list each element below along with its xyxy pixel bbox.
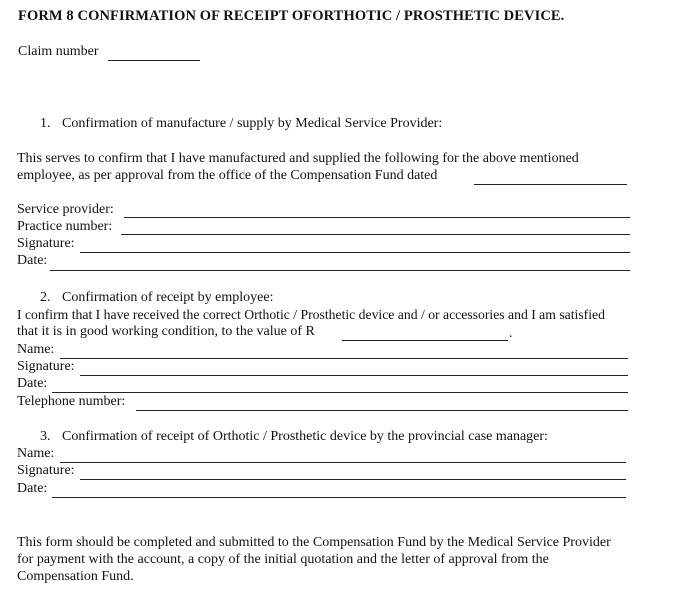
employee-signature-field[interactable]: [80, 375, 628, 376]
practice-number-label: Practice number:: [17, 219, 113, 234]
employee-name-field[interactable]: [60, 358, 628, 359]
provider-signature-field[interactable]: [80, 252, 630, 253]
telephone-number-label: Telephone number:: [17, 394, 126, 409]
employee-signature-label: Signature:: [17, 359, 75, 374]
footer-line2: for payment with the account, a copy of the initial quotation and the letter of approval from the: [17, 552, 549, 567]
case-manager-date-label: Date:: [17, 481, 48, 496]
claim-number-field[interactable]: [108, 60, 200, 61]
claim-number-label: Claim number: [18, 44, 99, 59]
section1-heading: Confirmation of manufacture / supply by Medical Service Provider:: [62, 116, 443, 131]
case-manager-name-field[interactable]: [60, 462, 626, 463]
value-amount-field[interactable]: [342, 340, 508, 341]
section3-heading: Confirmation of receipt of Orthotic / Prosthetic device by the provincial case manager:: [62, 429, 548, 444]
employee-date-field[interactable]: [52, 392, 628, 393]
section2-number: 2.: [40, 290, 51, 305]
service-provider-field[interactable]: [124, 217, 630, 218]
case-manager-signature-field[interactable]: [80, 479, 626, 480]
section2-text-line1: I confirm that I have received the correct Orthotic / Prosthetic device and / or accessories and I am satisfied: [17, 307, 605, 322]
approval-date-field[interactable]: [474, 184, 627, 185]
employee-date-label: Date:: [17, 376, 48, 391]
section1-text-line2: employee, as per approval from the office of the Compensation Fund dated: [17, 168, 438, 183]
case-manager-signature-label: Signature:: [17, 463, 75, 478]
footer-line3: Compensation Fund.: [17, 569, 134, 584]
practice-number-field[interactable]: [121, 234, 630, 235]
service-provider-label: Service provider:: [17, 202, 114, 217]
section1-text-line1: This serves to confirm that I have manufactured and supplied the following for the above mentioned: [17, 151, 579, 166]
form-title: FORM 8 CONFIRMATION OF RECEIPT OFORTHOTIC / PROSTHETIC DEVICE.: [18, 8, 565, 24]
provider-date-field[interactable]: [50, 270, 630, 271]
section2-heading: Confirmation of receipt by employee:: [62, 290, 274, 305]
case-manager-name-label: Name:: [17, 446, 55, 461]
provider-date-label: Date:: [17, 253, 48, 268]
footer-line1: This form should be completed and submitted to the Compensation Fund by the Medical Service Provider: [17, 535, 611, 550]
employee-name-label: Name:: [17, 342, 55, 357]
section2-text-line2: that it is in good working condition, to the value of R: [17, 324, 315, 339]
provider-signature-label: Signature:: [17, 236, 75, 251]
section1-number: 1.: [40, 116, 51, 131]
section3-number: 3.: [40, 429, 51, 444]
value-period: .: [509, 326, 513, 341]
case-manager-date-field[interactable]: [52, 497, 626, 498]
telephone-number-field[interactable]: [136, 410, 628, 411]
